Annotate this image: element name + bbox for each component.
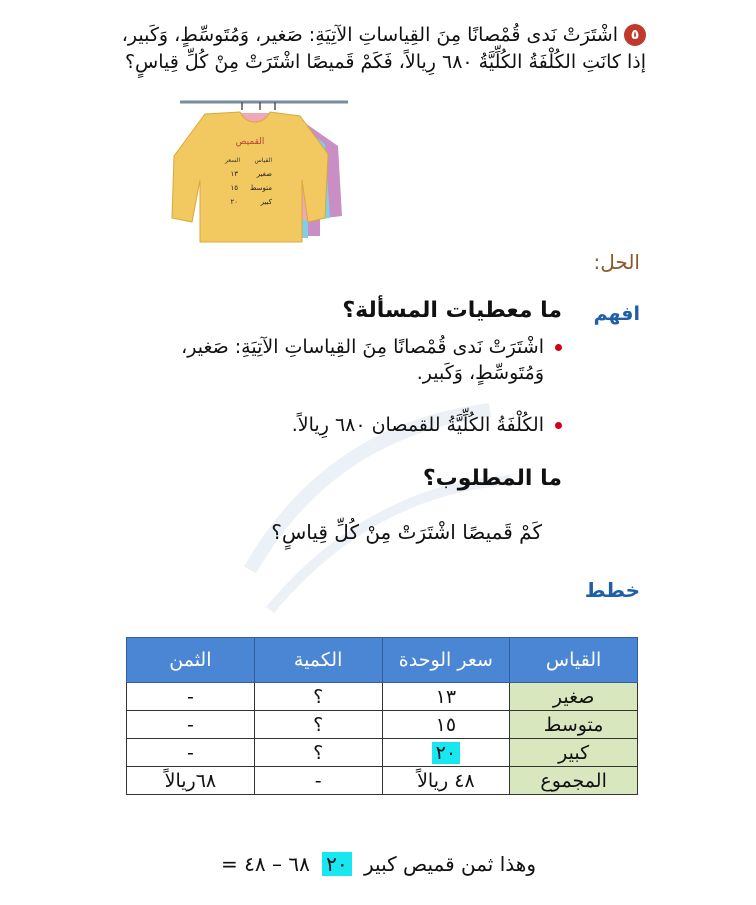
cell-unit-price [382,739,510,767]
required-question: كَمْ قَميصًا اشْتَرَتْ مِنْ كُلِّ قِياسٍ؟ [271,520,542,544]
cell-unit-price: ١٣ [382,683,510,711]
header-unit-price: سعر الوحدة [382,638,510,683]
cell-price: - [127,739,255,767]
given-item: اشْتَرَتْ نَدى قُمْصانًا مِنَ القِياساتِ الآتِيَةِ: صَغير، وَمُتَوسِّطٍ، وَكَبير. [102,334,562,386]
sweater-head-price: السعر [224,157,240,164]
highlighted-value: ٢٠ [432,742,460,764]
sweater-row-price: ٢٠ [230,198,238,206]
cell-quantity: ؟ [254,711,382,739]
given-item: الكُلْفَةُ الكُلِّيَّةُ للقمصان ٦٨٠ رِيالاً. [102,412,562,438]
cell-size: المجموع [510,767,638,795]
sweater-title: القميص [235,137,265,147]
cell-size: صغير [510,683,638,711]
cell-size: متوسط [510,711,638,739]
cell-price: ٦٨ريالاً [127,767,255,795]
equation-text: وهذا ثمن قميص كبير [364,852,536,876]
table-header-row [127,638,638,683]
cell-quantity: ؟ [254,739,382,767]
cell-price: - [127,683,255,711]
sweater-row-size: متوسط [250,184,272,192]
given-list-2 [102,412,562,438]
cell-size: كبير [510,739,638,767]
problem-text: اشْتَرَتْ نَدى قُمْصانًا مِنَ القِياساتِ الآتِيَةِ: صَغير، وَمُتَوسِّطٍ، وَكَبير، إذا كانَتِ الكُلْفَةُ الكُلِّيَّةُ ٦٨٠ رِيالاً، فَكَمْ قَميصًا اشْتَرَتْ مِنْ كُلِّ قِياسٍ؟ [121,24,646,73]
cell-price: - [127,711,255,739]
sweater-illustration [160,96,350,246]
watermark-logo [210,370,530,630]
plan-table [126,637,638,795]
table-row [127,739,638,767]
sweater-row-size: كبير [260,198,272,206]
cell-quantity: ؟ [254,683,382,711]
sweater-row-price: ١٥ [230,184,238,192]
given-heading: ما معطيات المسألة؟ [342,298,562,323]
header-size: القياس [510,638,638,683]
given-list-1 [102,334,562,386]
cell-unit-price: ١٥ [382,711,510,739]
problem-statement [106,22,646,76]
equation-left: ٦٨ – ٤٨ = [221,852,310,876]
cell-quantity: - [254,767,382,795]
table-row-total [127,767,638,795]
table-row [127,711,638,739]
header-price: الثمن [127,638,255,683]
header-quantity: الكمية [254,638,382,683]
problem-number-badge: ٥ [624,24,646,46]
cell-unit-price: ٤٨ ريالاً [382,767,510,795]
equation-result: ٢٠ [322,852,351,876]
plan-label: خطط [584,578,640,602]
solution-label: الحل: [593,250,640,274]
understand-label: افهم [593,303,640,325]
sweater-row-price: ١٣ [230,170,238,178]
equation [221,852,536,876]
required-heading: ما المطلوب؟ [422,466,562,491]
table-row [127,683,638,711]
sweater-head-size: القياس [254,157,272,164]
sweater-row-size: صغير [256,170,272,178]
